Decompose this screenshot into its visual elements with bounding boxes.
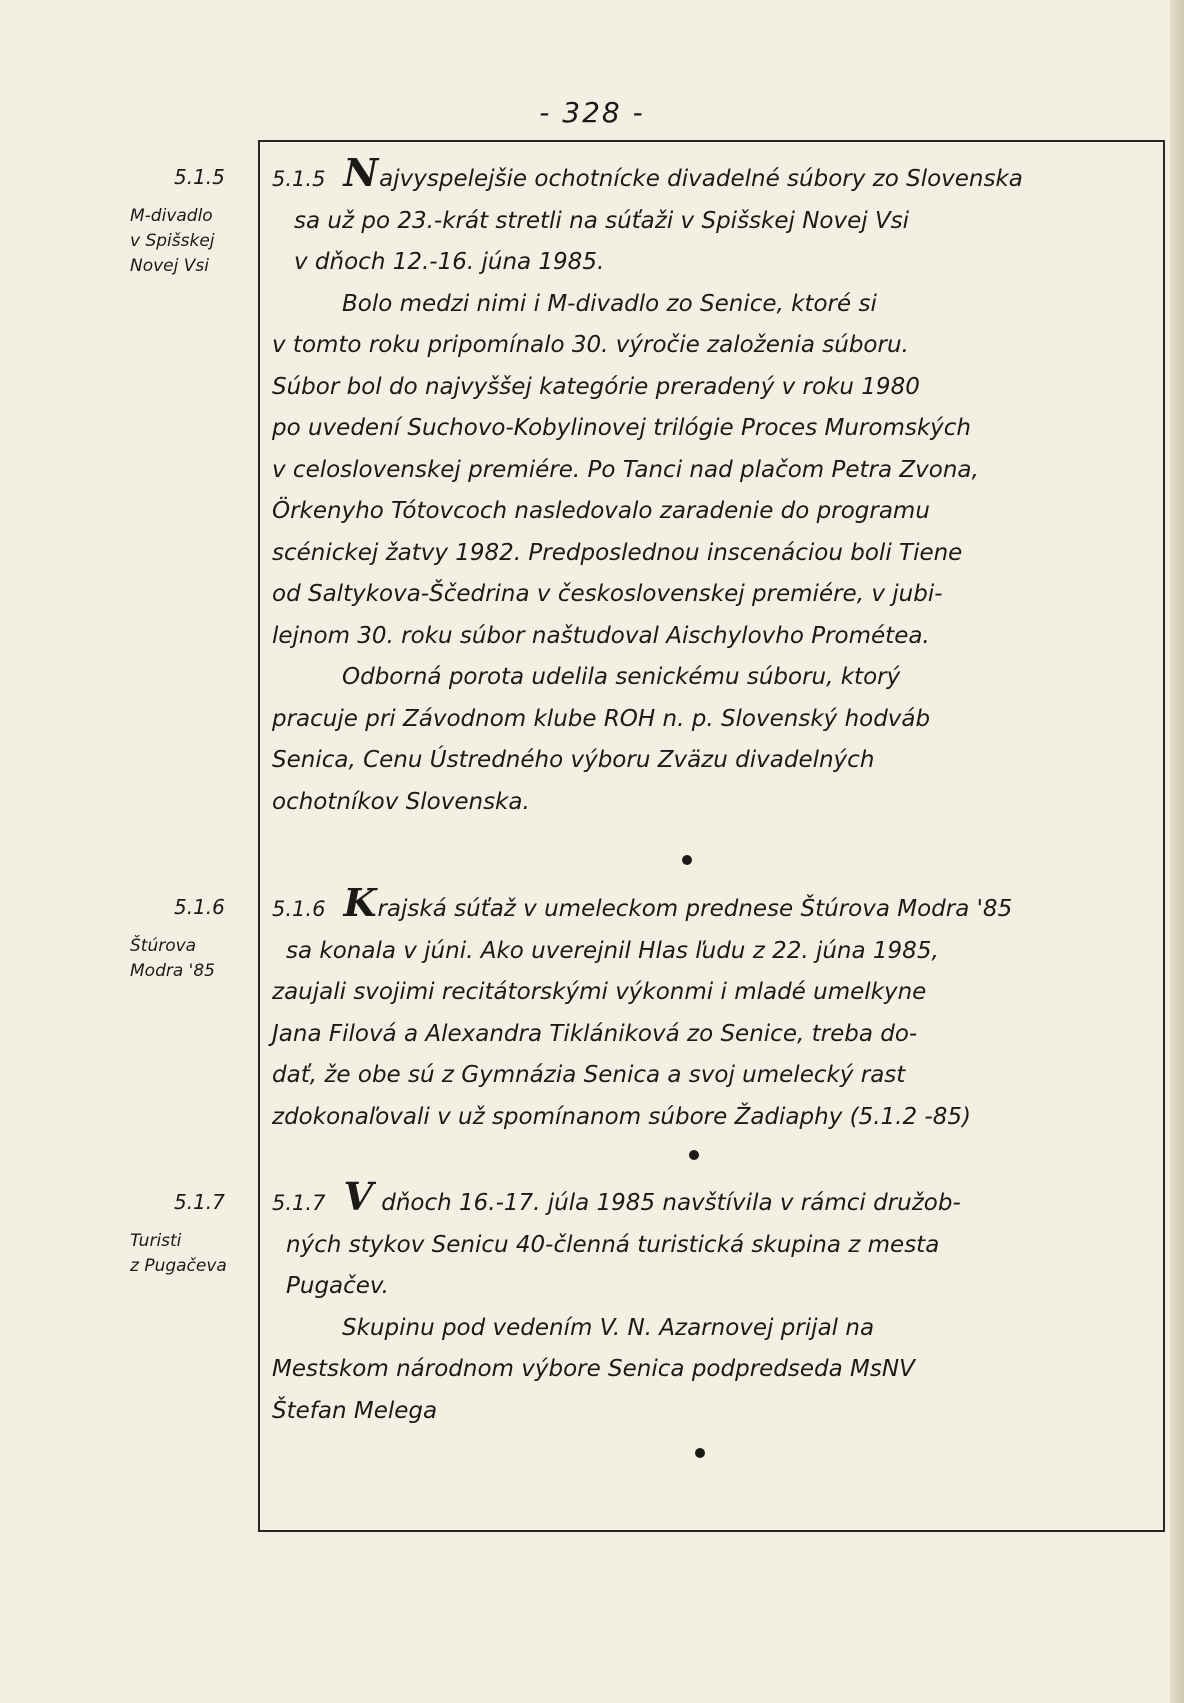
entry-text: rajská súťaž v umeleckom prednese Štúrova Modra '85 bbox=[377, 896, 1013, 922]
margin-line: z Pugačeva bbox=[130, 1256, 227, 1276]
entry-line: Örkenyho Tótovcoch nasledovalo zaradenie do programu bbox=[272, 498, 930, 524]
entry-line: Mestskom národnom výbore Senica podpredseda MsNV bbox=[272, 1356, 915, 1382]
entry-line: v tomto roku pripomínalo 30. výročie založenia súboru. bbox=[272, 332, 909, 358]
entry-text: ajvyspelejšie ochotnícke divadelné súbory zo Slovenska bbox=[379, 166, 1023, 192]
entry-number: 5.1.7 bbox=[272, 1191, 326, 1215]
entry-line: ochotníkov Slovenska. bbox=[272, 788, 530, 815]
entry-line bbox=[272, 1174, 1162, 1225]
margin-line: Novej Vsi bbox=[130, 256, 209, 276]
margin-note-5-1-6 bbox=[130, 895, 252, 984]
entry-line: Odborná porota udelila senickému súboru, ktorý bbox=[342, 664, 901, 690]
entry-line: od Saltykova-Ščedrina v československej premiére, v jubi- bbox=[272, 581, 943, 607]
entry-line: po uvedení Suchovo-Kobylinovej trilógie Proces Muromských bbox=[272, 415, 971, 441]
page-edge bbox=[1170, 0, 1184, 1703]
entry-line: sa už po 23.-krát stretli na súťaži v Spišskej Novej Vsi bbox=[294, 207, 910, 234]
entry-line: dať, že obe sú z Gymnázia Senica a svoj umelecký rast bbox=[272, 1062, 906, 1088]
entry-number: 5.1.5 bbox=[272, 167, 326, 191]
initial-letter: N bbox=[343, 150, 379, 195]
section-bullet bbox=[695, 1448, 705, 1458]
margin-number: 5.1.6 bbox=[174, 895, 225, 919]
initial-letter: V bbox=[343, 1174, 373, 1219]
section-bullet bbox=[689, 1150, 699, 1160]
entry-text: dňoch 16.-17. júla 1985 navštívila v rámci družob- bbox=[373, 1190, 961, 1216]
entry-line bbox=[272, 880, 1162, 931]
entry-line bbox=[272, 150, 1162, 201]
entry-line: Senica, Cenu Ústredného výboru Zväzu divadelných bbox=[272, 747, 875, 773]
margin-line: Modra '85 bbox=[130, 961, 215, 981]
entry-number: 5.1.6 bbox=[272, 897, 326, 921]
entry-line: sa konala v júni. Ako uverejnil Hlas ľudu z 22. júna 1985, bbox=[286, 937, 939, 964]
entry-line: Súbor bol do najvyššej kategórie preradený v roku 1980 bbox=[272, 373, 920, 400]
entry-line: Jana Filová a Alexandra Tiklániková zo Senice, treba do- bbox=[272, 1020, 918, 1047]
margin-line: Turisti bbox=[130, 1231, 182, 1251]
entry-line: Pugačev. bbox=[286, 1273, 389, 1299]
page-number: - 328 - bbox=[539, 96, 645, 129]
initial-letter: K bbox=[343, 880, 377, 925]
entry-5-1-7 bbox=[272, 1174, 1162, 1432]
margin-note-5-1-7 bbox=[130, 1190, 252, 1279]
entry-line: zaujali svojimi recitátorskými výkonmi i mladé umelkyne bbox=[272, 979, 927, 1005]
entry-line: scénickej žatvy 1982. Predposlednou inscenáciou boli Tiene bbox=[272, 539, 963, 566]
entry-line: ných stykov Senicu 40-členná turistická skupina z mesta bbox=[286, 1231, 940, 1258]
entry-line: zdokonaľovali v už spomínanom súbore Žadiaphy (5.1.2 -85) bbox=[272, 1103, 971, 1130]
margin-line: v Spišskej bbox=[130, 231, 215, 251]
entry-line: Bolo medzi nimi i M-divadlo zo Senice, ktoré si bbox=[342, 290, 877, 317]
entry-line: Skupinu pod vedením V. N. Azarnovej prijal na bbox=[342, 1314, 875, 1341]
margin-number: 5.1.7 bbox=[174, 1190, 225, 1214]
margin-note-5-1-5 bbox=[130, 165, 252, 279]
margin-line: M-divadlo bbox=[130, 206, 213, 226]
entry-line: Štefan Melega bbox=[272, 1397, 438, 1424]
margin-number: 5.1.5 bbox=[174, 165, 225, 189]
entry-line: v dňoch 12.-16. júna 1985. bbox=[294, 249, 605, 275]
entry-5-1-5 bbox=[272, 150, 1162, 823]
entry-line: v celoslovenskej premiére. Po Tanci nad plačom Petra Zvona, bbox=[272, 456, 979, 483]
entry-line: pracuje pri Závodnom klube ROH n. p. Slovenský hodváb bbox=[272, 705, 931, 732]
section-bullet bbox=[682, 855, 692, 865]
entry-line: lejnom 30. roku súbor naštudoval Aischylovho Prométea. bbox=[272, 622, 930, 649]
entry-5-1-6 bbox=[272, 880, 1162, 1138]
margin-line: Štúrova bbox=[130, 936, 197, 956]
